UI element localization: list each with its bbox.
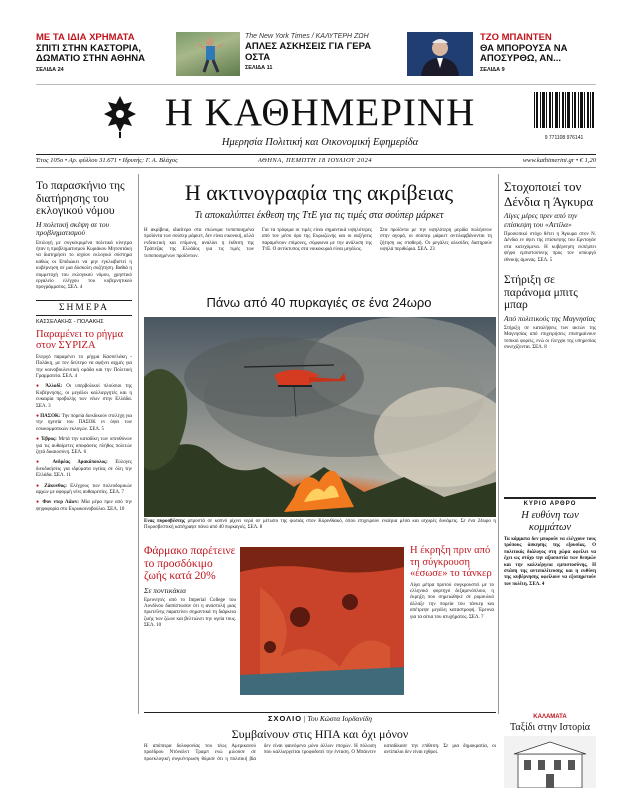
- kalamata-label: ΚΑΛΑΜΑΤΑ: [533, 714, 567, 720]
- comment-header: [144, 714, 496, 723]
- lead-headline[interactable]: Η ακτινογραφία της ακρίβειας: [184, 180, 454, 205]
- masthead-logo-icon: [100, 92, 140, 140]
- comment-text: Η απόπειρα δολοφονίας του τέως Αμερικανού προέδρου Ντόναλντ Τραμπ ενώ μιλούσε σε προεκλογική συγκέντρωση θύμισε ότι η πολιτική βία δεν είναι φαινόμενο μόνο άλλων εποχών. Η πόλωση που καλλιεργείται τροφοδοτεί την ένταση. Ο Μπάιντεν καταδίκασε την επίθεση. Σε μια δημοκρατία, οι αντίπαλοι δεν είναι εχθροί.: [144, 744, 496, 762]
- left-item-text: Ελέγχους των πολεοδομικών αρχών με αφορμή νέες αυθαιρεσίες. ΣΕΛ. 7: [36, 483, 132, 496]
- pharma-title: Φάρμακο παρέτεινε το προσδόκιμο ζωής κατά 20%: [144, 545, 236, 582]
- comment-sep: |: [303, 714, 308, 723]
- left-item-head: Άλλοδί:: [45, 384, 63, 390]
- right-story-2-deck: Από πολιτικούς της Μαγνησίας: [504, 313, 596, 323]
- left-item[interactable]: [36, 414, 132, 433]
- section-label-text: ΣΗΜΕΡΑ: [59, 302, 109, 313]
- pharma-story[interactable]: [144, 545, 236, 630]
- teaser-2-title: ΑΠΛΕΣ ΑΣΚΗΣΕΙΣ ΓΙΑ ΓΕΡΑ ΟΣΤΑ: [245, 41, 372, 63]
- barcode-bars: [532, 92, 596, 130]
- comment-title[interactable]: Συμβαίνουν στις ΗΠΑ και όχι μόνον: [231, 727, 409, 741]
- editorial-label: ΚΥΡΙΟ ΑΡΘΡΟ: [523, 501, 577, 507]
- left-col-separator: [138, 174, 139, 714]
- left-item-head: Φον ντερ Λάιεν:: [42, 500, 79, 506]
- masthead-rule-2: [36, 167, 596, 168]
- teaser-1-kicker: ΜΕ ΤΑ ΙΔΙΑ ΧΡΗΜΑΤΑ: [36, 32, 135, 43]
- fire-caption: [144, 519, 496, 532]
- left-item-head: Ζάκυνθος:: [44, 483, 67, 489]
- lead-deck: Τι αποκαλύπτει έκθεση της ΤτΕ για τις τιμές στα σούπερ μάρκετ: [194, 210, 444, 221]
- ship-photo: [240, 547, 404, 695]
- fire-photo: [144, 317, 496, 517]
- left-column: [36, 180, 132, 513]
- lead-text-col-3: Στα προϊόντα με την υψηλότερη μερίδα πωλήσεων στην αγορά, οι σούπερ μάρκετ αντιλαμβάνονται τη ζήτηση ως σταθερή. Οι μεγάλες αλυσίδες διατηρούν υψηλά περιθώρια. ΣΕΛ. 23: [380, 228, 492, 253]
- teaser-1[interactable]: [36, 33, 176, 73]
- fire-caption-text: μπροστά σε καπνό ρίχνει νερό σε μέτωπο της φωτιάς στον Κορινθιακό, όπου επιχειρούν εναέρια μέσα και ισχυρές δυνάμεις. Σε ένα 24ωρο η Πυροσβεστική κατέγραψε πάνω από 40 πυρκαγιές. ΣΕΛ. 8: [144, 519, 496, 531]
- editorial-box[interactable]: [504, 497, 596, 588]
- pharma-deck: Σε ποντικάκια: [144, 585, 187, 595]
- left-story-1-title[interactable]: Το παρασκήνιο της διατήρησης του εκλογικού νόμου: [36, 180, 125, 217]
- left-item-text: Εύλογες διεκδικήσεις για ιδρύματα υγείας σε όλη την Ελλάδα. ΣΕΛ. 11: [36, 460, 133, 479]
- right-column: [504, 180, 596, 352]
- teaser-2-section: ΣΕΛΙΔΑ 11: [245, 65, 273, 71]
- bullet-icon: ●: [36, 500, 43, 506]
- fire-caption-head: Ενας πυροσβέστης: [144, 519, 185, 524]
- teaser-3[interactable]: [480, 33, 610, 73]
- bullet-icon: ●: [36, 437, 42, 443]
- left-item[interactable]: [36, 384, 132, 410]
- left-item-text: Την πορεία διεκδικούν στελέχη για την ηγεσία του ΠΑΣΟΚ εν όψει των εσωκομματικών εκλογών. ΣΕΛ. 5: [36, 414, 132, 432]
- left-item[interactable]: [36, 484, 132, 497]
- kalamata-box[interactable]: [504, 714, 596, 793]
- editorial-text: Τα κόμματα δεν μπορούν να ελέγχουν τους τρόπους άσκησης της εξουσίας. Ο πολιτικός διάλογος στη χώρα οφείλει να έχει ως στόχο την αξιοπιστία των θεσμών και την καλλιέργεια εμπιστοσύνης. Η στάση της αντιπολίτευσης και η ευθύνη της κυβέρνησης οφείλουν να εξυπηρετούν τον πολίτη. ΣΕΛ. 4: [504, 537, 596, 587]
- website-price: www.kathimerini.gr • € 1,20: [522, 157, 596, 164]
- right-story-1-title[interactable]: Στοχοποιεί τον Δένδια η Άγκυρα: [504, 179, 594, 209]
- teaser-2-photo: [176, 32, 240, 76]
- barcode-number: 9 771108 976141: [544, 135, 584, 141]
- masthead-subtitle: Ημερησία Πολιτική και Οικονομική Εφημερίδα: [221, 137, 419, 148]
- left-item-text: Μετά την καταδίκη των υπευθύνων για τις αυθαίρετες αποφάσεις πλήθος πολιτών ζητά δικαιοσύνη. ΣΕΛ. 6: [36, 437, 132, 456]
- pharma-text: Ερευνητές από το Imperial College του Λονδίνου διαπίστωσαν ότι η αναστολή μιας πρωτεΐνης παρατείνει σημαντικά τη διάρκεια ζωής των ζώων και βελτιώνει την υγεία τους. ΣΕΛ. 10: [144, 597, 236, 629]
- teaser-1-title: ΣΠΙΤΙ ΣΤΗΝ ΚΑΣΤΟΡΙΑ, ΔΩΜΑΤΙΟ ΣΤΗΝ ΑΘΗΝΑ: [36, 42, 145, 64]
- bullet-icon: ●: [36, 483, 45, 489]
- masthead-title[interactable]: Η ΚΑΘΗΜΕΡΙΝΗ: [164, 91, 476, 134]
- teaser-3-photo: [407, 32, 473, 76]
- teaser-3-title: ΘΑ ΜΠΟΡΟΥΣΑ ΝΑ ΑΠΟΣΥΡΘΩ, ΑΝ...: [480, 42, 568, 64]
- exercise-woman-illustration: [176, 32, 240, 76]
- comment-rule: [144, 712, 496, 713]
- left-item-head: Ανδρέας Δρακόπουλος:: [52, 460, 108, 466]
- masthead-rule: [36, 154, 596, 155]
- section-label: [36, 300, 132, 316]
- damaged-ship-hull: [240, 547, 404, 695]
- issue-info: Έτος 105ο • Αρ. φύλλου 31.671 • Ιδρυτής: Γ. Α. Βλάχος: [36, 157, 178, 164]
- left-items-list: [36, 384, 132, 513]
- right-story-1-text: Προσωπικό στόχο θέτει η Άγκυρα στον Ν. Δένδια εν όψει της επίσκεψης του Ερντογάν στα κατεχόμενα. Η κυβέρνηση εκπέμπει ψήφο εμπιστοσύνης προς τον υπουργό εθνικής άμυνας. ΣΕΛ. 5: [504, 232, 596, 263]
- right-story-2-title[interactable]: Στήριξη σε παράνομα μπιτς μπαρ: [504, 274, 578, 312]
- lead-text-col-2: Για τα τρόφιμα οι τιμές είναι σημαντικά υψηλότερες από τον μέσο όρο της Ευρωζώνης και οι αυξήσεις παραμένουν επίμονες, σύμφωνα με την ανάλυση της ΤτΕ. Ο αντίκτυπος στα νοικοκυριά είναι μεγάλος.: [262, 228, 372, 253]
- left-byline: ΚΑΣΣΕΛΑΚΗΣ - ΠΟΛΑΚΗΣ: [36, 318, 104, 325]
- teaser-2[interactable]: [245, 33, 395, 71]
- editorial-title: Η ευθύνη των κομμάτων: [521, 510, 579, 533]
- comment-label: ΣΧΟΛΙΟ: [268, 714, 303, 723]
- biden-portrait: [407, 32, 473, 76]
- right-story-2-text: Στήριξη σε καταλήψεις των ακτών της Μαγνησίας από επιχειρήσεις επισημαίνουν τοπικοί φορείς, ενώ οι έλεγχοι της υπηρεσίας συνεχίζονται. ΣΕΛ. 8: [504, 326, 596, 351]
- teaser-3-section: ΣΕΛΙΔΑ 9: [480, 66, 505, 73]
- teaser-3-kicker: ΤΖΟ ΜΠΑΙΝΤΕΝ: [480, 32, 552, 43]
- left-story-1-deck: Η πολιτική σκέψη σε του προβληματισμού: [36, 219, 110, 237]
- bullet-icon: ●: [36, 384, 46, 390]
- kalamata-title: Ταξίδι στην Ιστορία: [509, 722, 591, 733]
- fire-headline[interactable]: Πάνω από 40 πυρκαγιές σε ένα 24ωρο: [206, 295, 432, 310]
- left-story-1-text: Επιλογή με συγκεκριμένα πολιτικά κίνητρα ήταν η προβληματισμού Κυριάκου Μητσοτάκη να διατηρήσει το ισχύον εκλογικό σύστημα καθώς οι Επιδιώκει να μην εγκλωβιστεί η κυβέρνηση σε μια δύσκολη συζήτηση. Βαθιά η συμμετοχή του εκλογικού νόμου, χρηστικό εργαλείο ελέγχου του κυβερνητικού προγράμματος. ΣΕΛ. 4: [36, 240, 132, 291]
- left-item-text: Μία μέρα πριν από την ψηφοφορία στο Ευρωκοινοβούλιο. ΣΕΛ. 10: [36, 500, 132, 512]
- right-col-separator: [498, 174, 499, 714]
- left-item-head: ΠΑΣΟΚ:: [40, 414, 61, 419]
- teaser-1-section: ΣΕΛΙΔΑ 24: [36, 66, 64, 73]
- explosion-title: Η έκρηξη πριν από τη σύγκρουση «έσωσε» το τάνκερ: [410, 545, 492, 579]
- left-item-text: Οι υπερβολικοί πλούσιοι της Κυβέρνησης, οι μεγάλοι καλλιεργητές και η ευκαιρία προβολής των νέων στην Ελλάδα. ΣΕΛ. 3: [36, 384, 132, 409]
- explosion-text: Λίγα μέτρα προτού συγκρουστεί με το ελληνικό φορτηγό δεξαμενόπλοιο, η έκρηξη που σημειώθηκε σε ρυμουλκό άλλαξε την πορεία του τάνκερ και απέτρεψε μεγάλη καταστροφή. Έρευνα για τα αίτια του ατυχήματος. ΣΕΛ. 7: [410, 582, 494, 620]
- bullet-icon: ●: [36, 460, 53, 466]
- left-item[interactable]: [36, 460, 132, 479]
- lead-text-col-1: Η ακρίβεια, ιδιαίτερα στα επώνυμα τυποποιημένα προϊόντα των σούπερ μάρκετ, δεν είναι εικονική, αλλά ενδεικτική και επίμονη, αναλύει η έκθεση της Τράπεζας της Ελλάδος για τις τιμές των τυποποιημένων προϊόντων.: [144, 228, 254, 259]
- left-story-2-text: Ενεργό παραμένει το ρήγμα Κασσελάκη - Πολάκη, με τον δεύτερο να αφήνει αιχμές για την κοινοβουλευτική ομάδα και την Πολιτική Γραμματεία. ΣΕΛ. 4: [36, 354, 132, 379]
- firefighting-helicopter-scene: [144, 317, 496, 517]
- left-item[interactable]: [36, 437, 132, 456]
- bullet-icon: ●: [36, 414, 41, 419]
- left-item-head: Έβρος:: [41, 437, 57, 443]
- issue-date: ΑΘΗΝΑ, ΠΕΜΠΤΗ 18 ΙΟΥΛΙΟΥ 2024: [257, 157, 373, 164]
- left-item[interactable]: [36, 500, 132, 513]
- left-story-2-title[interactable]: Παραμένει το ρήγμα στον ΣΥΡΙΖΑ: [36, 328, 124, 352]
- teaser-2-kicker: The New York Times / ΚΑΛΥΤΕΡΗ ΖΩΗ: [245, 33, 369, 40]
- comment-author: Του Κώστα Ιορδανίδη: [307, 714, 372, 723]
- explosion-story[interactable]: [410, 545, 494, 621]
- barcode: [532, 92, 596, 140]
- top-divider: [36, 84, 596, 85]
- historic-building-sketch: [504, 736, 596, 788]
- right-story-1-deck: Λίγες μέρες πριν από την επίσκεψη του «Αττίλα»: [504, 211, 578, 229]
